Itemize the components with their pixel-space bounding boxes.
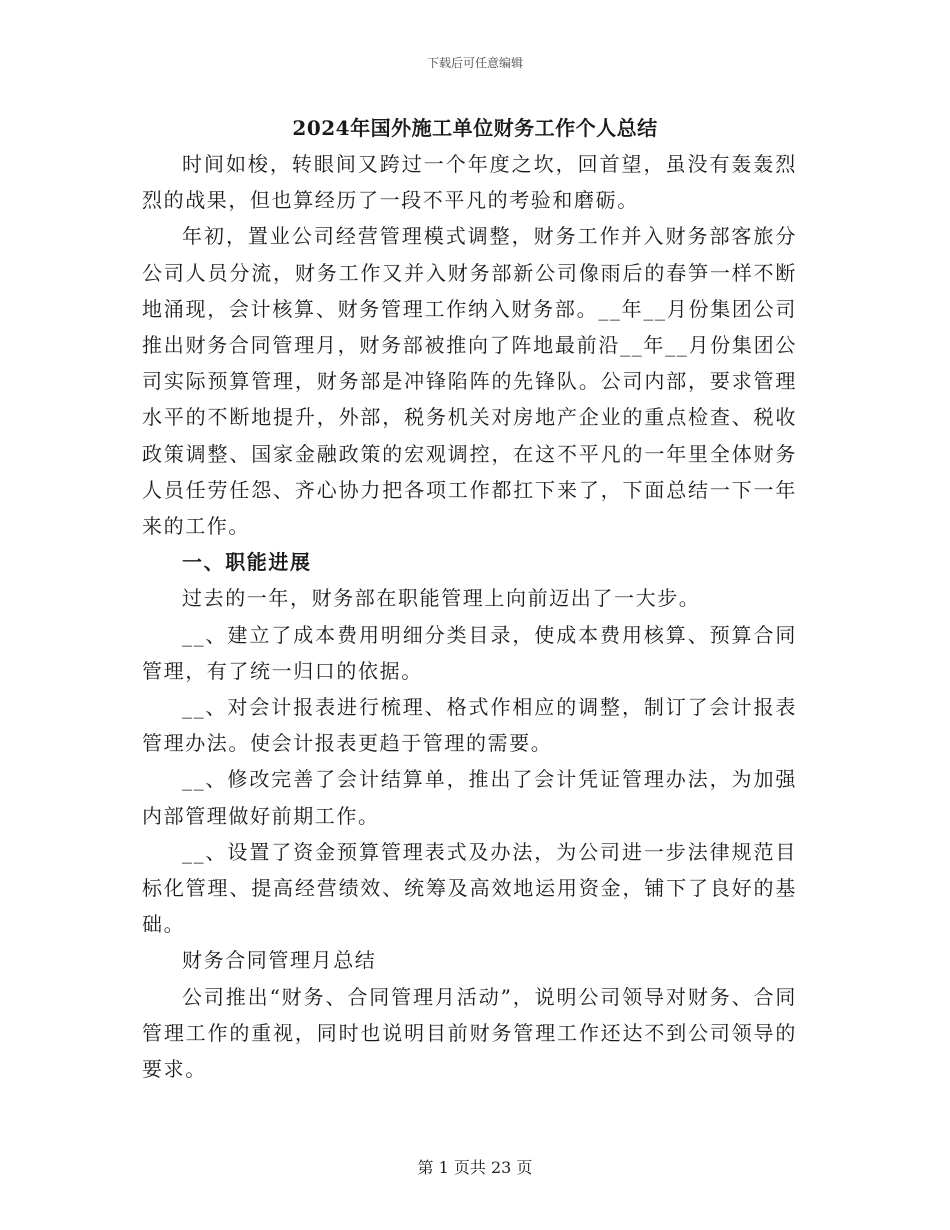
paragraph-section-lead: 过去的一年，财务部在职能管理上向前迈出了一大步。 xyxy=(182,586,701,611)
paragraph-final: 公司推出“财务、合同管理月活动”，说明公司领导对财务、合同管理工作的重视，同时也说明目前财务管理工作还达不到公司领导的要求。 xyxy=(142,984,797,1082)
document-body xyxy=(142,146,797,1087)
paragraph-intro: 时间如梭，转眼间又跨过一个年度之坎，回首望，虽没有轰轰烈烈的战果，但也算经历了一段不平凡的考验和磨砺。 xyxy=(142,152,797,213)
list-item: __、建立了成本费用明细分类目录，使成本费用核算、预算合同管理，有了统一归口的依据。 xyxy=(142,622,797,683)
list-item: __、修改完善了会计结算单，推出了会计凭证管理办法，为加强内部管理做好前期工作。 xyxy=(142,767,797,828)
section-heading-functions: 一、职能进展 xyxy=(182,550,312,575)
page-header-note: 下载后可任意编辑 xyxy=(426,56,523,70)
subheading-contract-month: 财务合同管理月总结 xyxy=(182,948,377,973)
list-item: __、设置了资金预算管理表式及办法，为公司进一步法律规范目标化管理、提高经营绩效、统筹及高效地运用资金，铺下了良好的基础。 xyxy=(142,839,797,937)
document-title: 2024年国外施工单位财务工作个人总结 xyxy=(292,116,658,140)
page-number: 第 1 页共 23 页 xyxy=(417,1158,533,1177)
list-item: __、对会计报表进行梳理、格式作相应的调整，制订了会计报表管理办法。使会计报表更趋于管理的需要。 xyxy=(142,695,797,756)
paragraph-background: 年初，置业公司经营管理模式调整，财务工作并入财务部客旅分公司人员分流，财务工作又并入财务部新公司像雨后的春笋一样不断地涌现，会计核算、财务管理工作纳入财务部。__年__月份集团公司推出财务合同管理月，财务部被推向了阵地最前沿__年__月份集团公司实际预算管理，财务部是冲锋陷阵的先锋队。公司内部，要求管理水平的不断地提升，外部，税务机关对房地产企业的重点检查、税收政策调整、国家金融政策的宏观调控，在这不平凡的一年里全体财务人员任劳任怨、齐心协力把各项工作都扛下来了，下面总结一下一年来的工作。 xyxy=(142,224,797,539)
